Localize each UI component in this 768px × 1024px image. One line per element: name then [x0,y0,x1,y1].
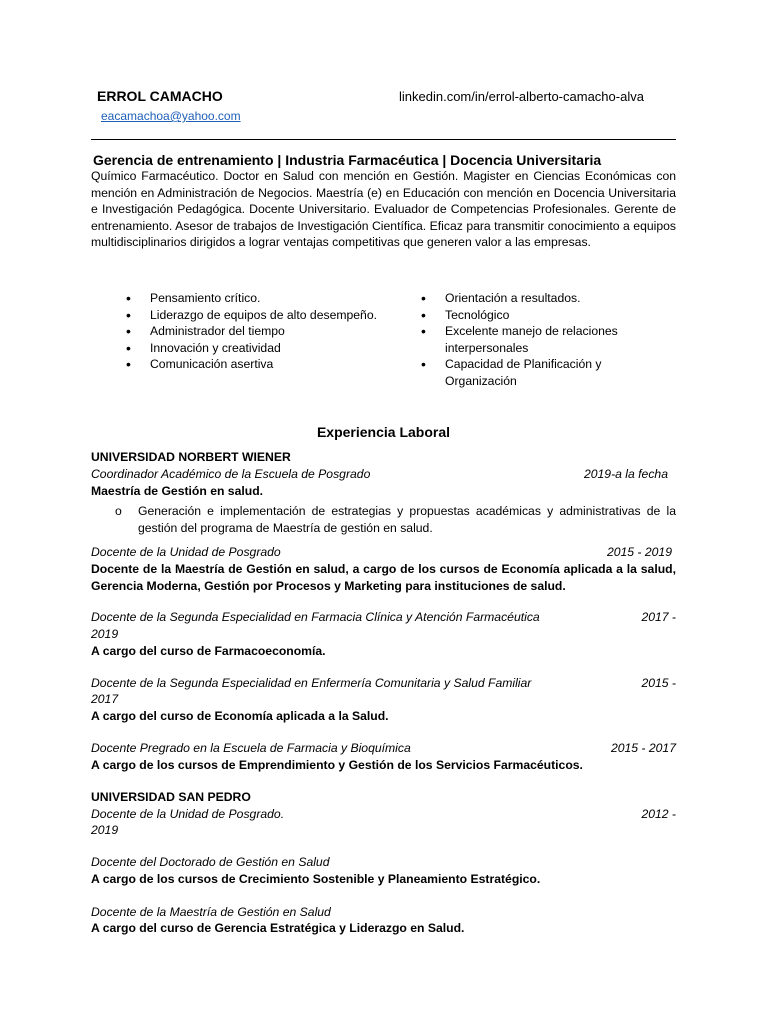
job-title: Docente de la Unidad de Posgrado. [91,807,285,821]
header-divider [91,139,676,140]
skills-list-right [386,290,676,389]
job-bullet-item: o Generación e implementación de estrategias y propuestas académicas y administrativas de la gestión del programa de Maestría de gestión en salud. [91,503,676,536]
job-entry-header [91,806,676,823]
skill-item: • Administrador del tiempo [91,323,381,340]
job-dates: 2015 - 2019 [606,545,672,559]
skill-item: • Comunicación asertiva [91,356,381,373]
skill-item: • Liderazgo de equipos de alto desempeño. [91,307,381,324]
job-dates: 2017 - [641,610,676,624]
job-dates: 2012 - [641,807,676,821]
skill-item: • Tecnológico [386,307,676,324]
linkedin-url[interactable]: linkedin.com/in/errol-alberto-camacho-alva [399,89,644,104]
job-description: Docente de la Maestría de Gestión en salud, a cargo de los cursos de Economía aplicada a la salud, Gerencia Moderna, Gestión por Procesos y Marketing para instituciones de salud. [91,562,676,593]
job-title: Docente de la Unidad de Posgrado [91,545,281,559]
job-description: Maestría de Gestión en salud. [91,484,264,498]
skill-item: • Innovación y creatividad [91,340,381,357]
job-entry-header [91,675,676,692]
job-dates: 2015 - [641,676,676,690]
job-title: Docente de la Maestría de Gestión en Salud [91,905,331,919]
job-title: Coordinador Académico de la Escuela de Posgrado [91,467,371,481]
job-dates-continued: 2019 [91,627,119,641]
job-description: A cargo del curso de Gerencia Estratégica y Liderazgo en Salud. [91,921,465,935]
job-entry-header [91,904,676,921]
skills-list-left [91,290,381,373]
skill-item: • Excelente manejo de relaciones interpersonales [386,323,676,356]
job-entry-header [91,466,676,483]
job-description: A cargo del curso de Economía aplicada a la Salud. [91,709,389,723]
job-description: A cargo de los cursos de Crecimiento Sostenible y Planeamiento Estratégico. [91,872,541,886]
profile-summary: Químico Farmacéutico. Doctor en Salud con mención en Gestión. Magister en Ciencias Económicas con mención en Administración de Negocios. Maestría (e) en Educación con mención en Docencia Universitaria e Investigación Pedagógica. Docente Universitario. Evaluador de Competencias Profesionales. Gerente de entrenamiento. Asesor de trabajos de Investigación Científica. Eficaz para transmitir conocimiento a equipos multidisciplinarios dirigidos a lograr ventajas competitivas que generen valor a las empresas. [91,169,676,249]
job-title: Docente del Doctorado de Gestión en Salud [91,855,330,869]
organization-name: UNIVERSIDAD NORBERT WIENER [91,450,291,464]
job-title: Docente de la Segunda Especialidad en Enfermería Comunitaria y Salud Familiar [91,676,532,690]
experience-section-title: Experiencia Laboral [316,424,451,440]
job-title: Docente Pregrado en la Escuela de Farmacia y Bioquímica [91,741,411,755]
job-entry-header [91,740,676,757]
job-bullets [91,503,676,536]
profile-headline: Gerencia de entrenamiento | Industria Farmacéutica | Docencia Universitaria [93,152,602,168]
email-link[interactable]: eacamachoa@yahoo.com [101,109,241,123]
job-dates-continued: 2017 [91,692,119,706]
candidate-name: ERROL CAMACHO [97,88,223,104]
skill-item: • Capacidad de Planificación y Organización [386,356,676,389]
job-title: Docente de la Segunda Especialidad en Farmacia Clínica y Atención Farmacéutica [91,610,540,624]
job-entry-header [91,609,676,626]
skill-item: • Pensamiento crítico. [91,290,381,307]
job-dates-continued: 2019 [91,823,119,837]
job-dates: 2015 - 2017 [610,741,676,755]
organization-name: UNIVERSIDAD SAN PEDRO [91,790,251,804]
job-entry-header [91,854,676,871]
job-description: A cargo de los cursos de Emprendimiento y Gestión de los Servicios Farmacéuticos. [91,758,583,772]
skill-item: • Orientación a resultados. [386,290,676,307]
job-entry-header [91,544,676,561]
job-dates: 2019-a la fecha [583,467,668,481]
job-description: A cargo del curso de Farmacoeconomía. [91,644,326,658]
